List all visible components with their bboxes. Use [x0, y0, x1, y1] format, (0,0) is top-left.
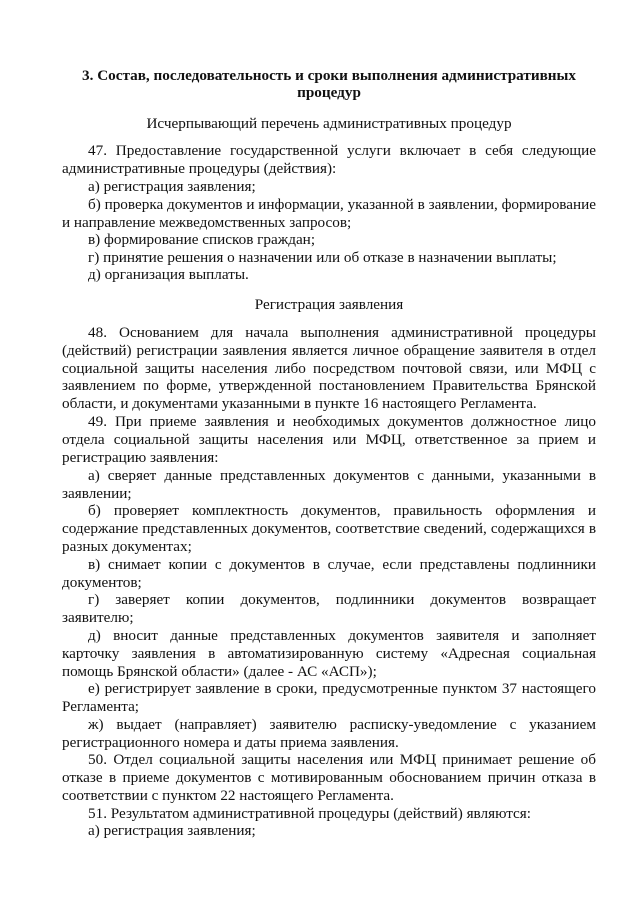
- list-item-47a: а) регистрация заявления;: [88, 178, 256, 195]
- paragraph-49: 49. При приеме заявления и необходимых документов должностное лицо отдела социальной защиты населения или МФЦ, ответственное за прием и регистрацию заявления:: [62, 413, 596, 466]
- list-item-47g: г) принятие решения о назначении или об отказе в назначении выплаты;: [88, 249, 557, 266]
- subtitle-procedures-list: Исчерпывающий перечень административных процедур: [146, 115, 512, 132]
- list-item-49v: в) снимает копии с документов в случае, если представлены подлинники документов;: [62, 556, 596, 591]
- list-item-49a: а) сверяет данные представленных документов с данными, указанными в заявлении;: [62, 467, 596, 502]
- paragraph-51: 51. Результатом административной процедуры (действий) являются:: [88, 805, 532, 822]
- list-item-47d: д) организация выплаты.: [88, 266, 249, 283]
- section-title-line2: процедур: [297, 84, 361, 101]
- list-item-47v: в) формирование списков граждан;: [88, 231, 316, 248]
- list-item-49d: д) вносит данные представленных документов заявителя и заполняет карточку заявления в автоматизированную систему «Адресная социальная помощь Брянской области» (далее - АС «АСП»);: [62, 627, 596, 680]
- list-item-49zh: ж) выдает (направляет) заявителю расписку-уведомление с указанием регистрационного номера и даты приема заявления.: [62, 716, 596, 751]
- list-item-49e: е) регистрирует заявление в сроки, предусмотренные пунктом 37 настоящего Регламента;: [62, 680, 596, 715]
- list-item-49b: б) проверяет комплектность документов, правильность оформления и содержание представленных документов, соответствие сведений, содержащихся в разных документах;: [62, 502, 596, 555]
- section-title-line1: 3. Состав, последовательность и сроки выполнения административных: [82, 67, 576, 84]
- list-item-49g: г) заверяет копии документов, подлинники документов возвращает заявителю;: [62, 591, 596, 626]
- list-item-51a: а) регистрация заявления;: [88, 822, 256, 839]
- paragraph-48: 48. Основанием для начала выполнения административной процедуры (действий) регистрации заявления является личное обращение заявителя в отдел социальной защиты населения либо посредством почтовой связи, или МФЦ с заявлением по форме, утвержденной постановлением Правительства Брянской области, и документами указанными в пункте 16 настоящего Регламента.: [62, 324, 596, 413]
- paragraph-47: 47. Предоставление государственной услуги включает в себя следующие административные процедуры (действия):: [62, 142, 596, 177]
- paragraph-50: 50. Отдел социальной защиты населения или МФЦ принимает решение об отказе в приеме документов с мотивированным обоснованием причин отказа в соответствии с пунктом 22 настоящего Регламента.: [62, 751, 596, 804]
- subtitle-registration: Регистрация заявления: [254, 296, 404, 313]
- list-item-47b: б) проверка документов и информации, указанной в заявлении, формирование и направление межведомственных запросов;: [62, 196, 596, 231]
